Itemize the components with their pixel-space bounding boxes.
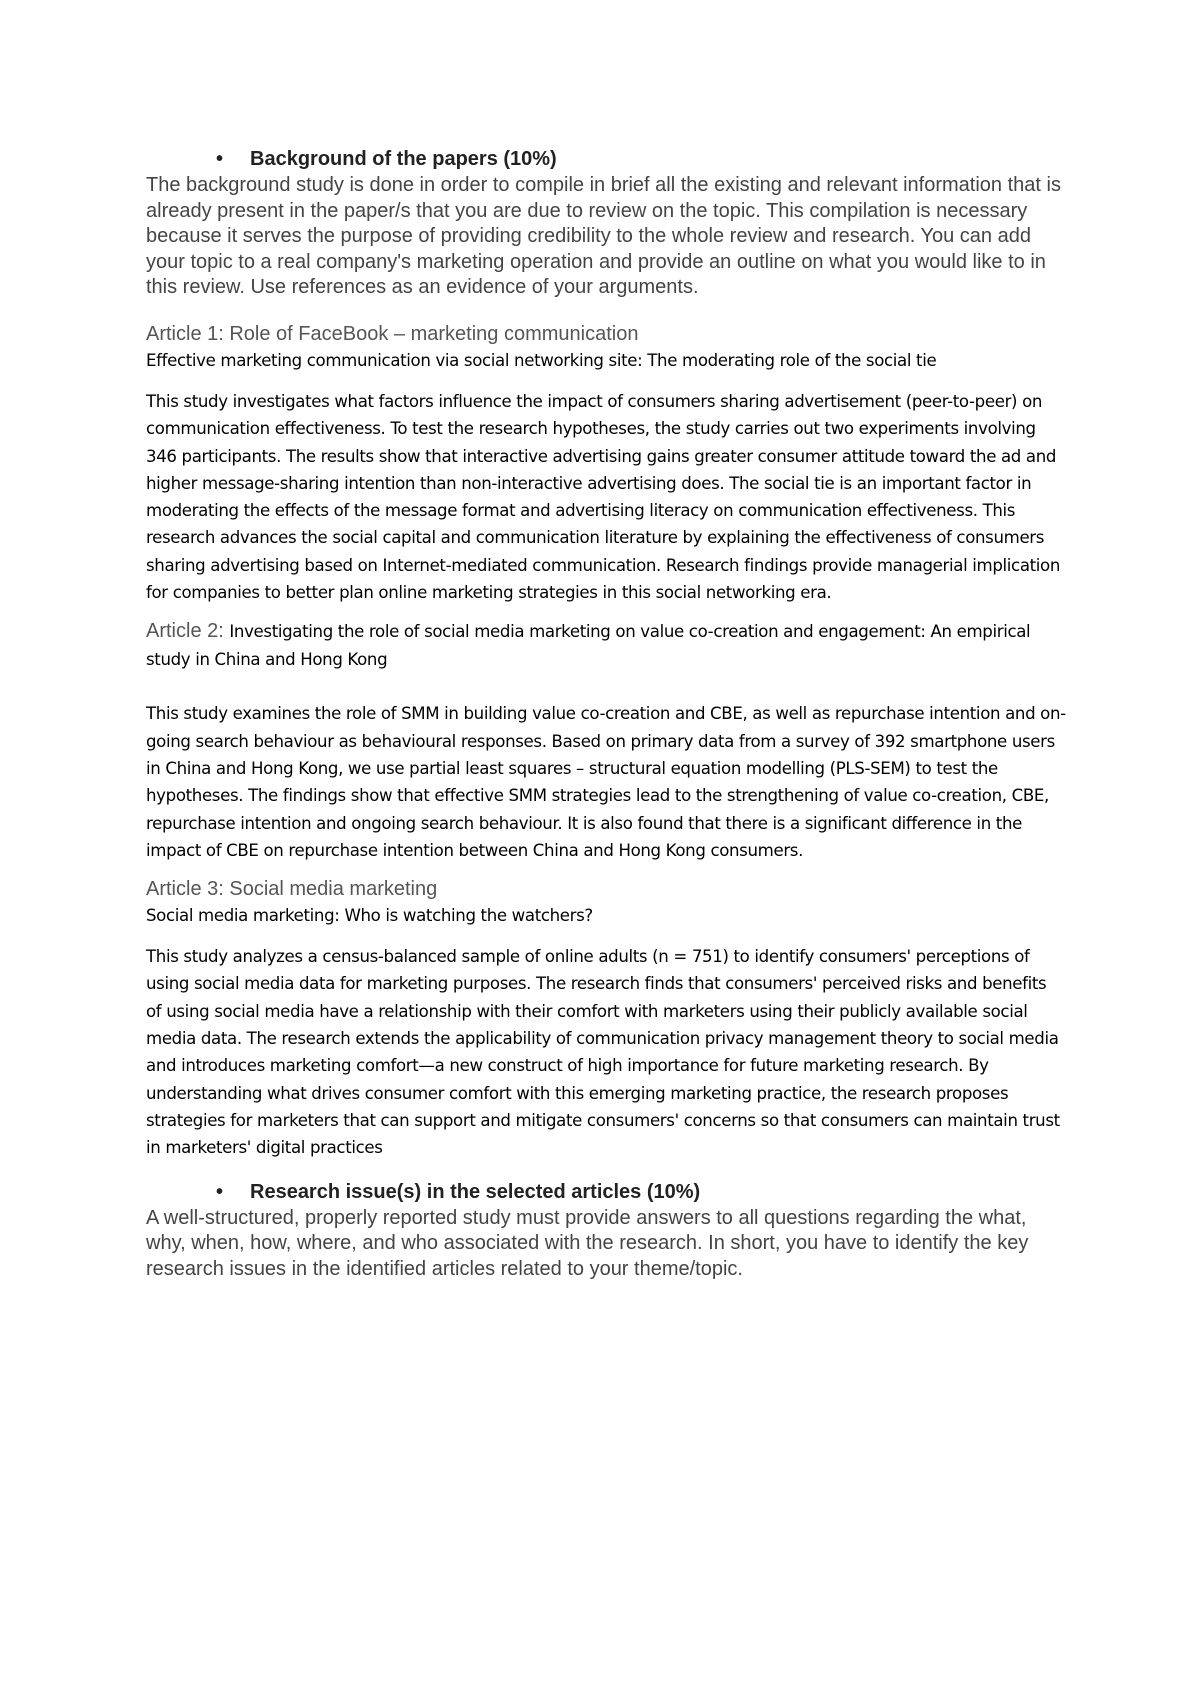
background-heading [146,147,1066,171]
background-heading-text: Background of the papers (10%) [250,148,557,170]
article-1-label: Article 1: Role of FaceBook – marketing communication [146,322,639,345]
article-2-title: Investigating the role of social media marketing on value co-creation and engagement: An empirical study in China and Hong Kong [146,622,1031,670]
article-2-heading [146,618,1066,674]
article-2-label: Article 2: [146,620,230,643]
article-2-abstract: This study examines the role of SMM in building value co-creation and CBE, as well as repurchase intention and on-going search behaviour as behavioural responses. Based on primary data from a survey of 392 smartphone users in China and Hong Kong, we use partial least squares – structural equation modelling (PLS-SEM) to test the hypotheses. The findings show that effective SMM strategies lead to the strengthening of value co-creation, CBE, repurchase intention and ongoing search behaviour. It is also found that there is a significant difference in the impact of CBE on repurchase intention between China and Hong Kong consumers. [146,704,1066,860]
document-content [146,147,1066,1282]
research-issues-heading [146,1180,1066,1204]
article-1-title: Effective marketing communication via social networking site: The moderating role of the social tie [146,350,937,370]
research-issues-heading-text: Research issue(s) in the selected articles (10%) [250,1180,701,1203]
article-1-abstract: This study investigates what factors influence the impact of consumers sharing advertisement (peer-to-peer) on communication effectiveness. To test the research hypotheses, the study carries out two experiments involving 346 participants. The results show that interactive advertising gains greater consumer attitude toward the ad and higher message-sharing intention than non-interactive advertising does. The social tie is an important factor in moderating the effects of the message format and advertising literacy on communication effectiveness. This research advances the social capital and communication literature by explaining the effectiveness of consumers sharing advertising based on Internet-mediated communication. Research findings provide managerial implication for companies to better plan online marketing strategies in this social networking era. [146,391,1061,603]
research-issues-body: A well-structured, properly reported study must provide answers to all questions regarding the what, why, when, how, where, and who associated with the research. In short, you have to identify the key research issues in the identified articles related to your theme/topic. [146,1206,1029,1280]
article-3-label: Article 3: Social media marketing [146,878,438,901]
article-3-abstract: This study analyzes a census-balanced sample of online adults (n = 751) to identify consumers' perceptions of using social media data for marketing purposes. The research finds that consumers' perceived risks and benefits of using social media have a relationship with their comfort with marketers using their publicly available social media data. The research extends the applicability of communication privacy management theory to social media and introduces marketing comfort—a new construct of high importance for future marketing research. By understanding what drives consumer comfort with this emerging marketing practice, the research proposes strategies for marketers that can support and mitigate consumers' concerns so that consumers can maintain trust in marketers' digital practices [146,947,1060,1158]
bullet-icon: • [216,1180,224,1203]
bullet-icon: • [216,148,224,170]
article-3-title: Social media marketing: Who is watching the watchers? [146,906,593,926]
background-body: The background study is done in order to compile in brief all the existing and relevant information that is already present in the paper/s that you are due to review on the topic. This compilation is necessary because it serves the purpose of providing credibility to the whole review and research. You can add your topic to a real company's marketing operation and provide an outline on what you would like to in this review. Use references as an evidence of your arguments. [146,174,1061,299]
